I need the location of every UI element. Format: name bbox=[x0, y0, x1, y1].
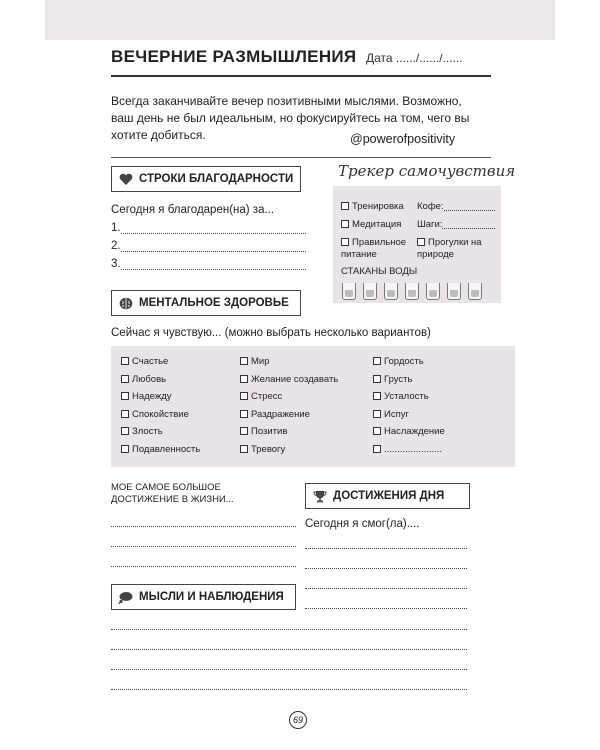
mental-health-header bbox=[111, 290, 301, 316]
feeling-label: Наслаждение bbox=[384, 426, 445, 437]
thoughts-header bbox=[111, 584, 296, 610]
checkbox[interactable] bbox=[121, 410, 129, 418]
feeling-option[interactable] bbox=[121, 426, 200, 444]
feeling-label: Раздражение bbox=[251, 408, 310, 420]
feeling-label: Усталость bbox=[384, 391, 429, 402]
feeling-option[interactable] bbox=[373, 356, 445, 374]
water-glass-icon[interactable] bbox=[447, 283, 461, 300]
date-field[interactable]: Дата ....../....../...... bbox=[366, 51, 463, 65]
feeling-option[interactable] bbox=[121, 356, 200, 374]
checkbox[interactable] bbox=[373, 357, 381, 365]
gratitude-prompt: Сегодня я благодарен(на) за... bbox=[111, 204, 275, 216]
feeling-label: Гордость bbox=[384, 356, 424, 367]
checkbox[interactable] bbox=[121, 392, 129, 400]
tracker-walks[interactable]: Прогулки на природе bbox=[417, 237, 482, 260]
biggest-achievement-title: МОЕ САМОЕ БОЛЬШОЕ ДОСТИЖЕНИЕ В ЖИЗНИ... bbox=[111, 482, 234, 505]
feeling-option[interactable] bbox=[240, 391, 338, 409]
feeling-option[interactable] bbox=[240, 409, 338, 427]
feeling-label: Позитив bbox=[251, 426, 288, 437]
intro-text: Всегда заканчивайте вечер позитивными мыслями. Возможно, ваш день не был идеальным, но фокусируйтесь на том, чего вы хотите добиться. bbox=[111, 94, 470, 142]
thoughts-line[interactable] bbox=[111, 638, 467, 650]
checkbox[interactable] bbox=[341, 220, 349, 228]
page-number: 69 bbox=[289, 711, 307, 729]
journal-page bbox=[45, 0, 555, 750]
achievement-line[interactable] bbox=[111, 515, 296, 527]
checkbox[interactable] bbox=[240, 445, 248, 453]
feeling-label: ...................... bbox=[384, 443, 443, 455]
page-title: ВЕЧЕРНИЕ РАЗМЫШЛЕНИЯ bbox=[111, 47, 357, 66]
feeling-option[interactable] bbox=[121, 391, 200, 409]
water-glass-icon[interactable] bbox=[426, 283, 440, 300]
gratitude-header bbox=[111, 166, 301, 192]
feeling-label: Любовь bbox=[132, 373, 167, 385]
social-handle: @powerofpositivity bbox=[350, 132, 456, 146]
water-glass-icon[interactable] bbox=[363, 283, 377, 300]
feelings-column-2 bbox=[240, 356, 338, 461]
thoughts-line[interactable] bbox=[111, 618, 467, 630]
checkbox[interactable] bbox=[121, 375, 129, 383]
gratitude-line-2[interactable] bbox=[111, 240, 306, 252]
achievements-prompt: Сегодня я смог(ла).... bbox=[305, 518, 420, 530]
achievement-day-line[interactable] bbox=[305, 597, 467, 609]
achievement-line[interactable] bbox=[111, 555, 296, 567]
feeling-label: Грусть bbox=[384, 373, 413, 385]
checkbox[interactable] bbox=[240, 427, 248, 435]
achievements-title: ДОСТИЖЕНИЯ ДНЯ bbox=[333, 490, 445, 502]
checkbox[interactable] bbox=[240, 392, 248, 400]
tracker-coffee[interactable]: Кофе: bbox=[417, 201, 495, 213]
feeling-label: Злость bbox=[132, 426, 163, 437]
gratitude-line-1[interactable] bbox=[111, 222, 306, 234]
tracker-meditation[interactable]: Медитация bbox=[341, 219, 401, 231]
feeling-label: Мир bbox=[251, 356, 270, 367]
checkbox[interactable] bbox=[373, 375, 381, 383]
feeling-option[interactable] bbox=[121, 409, 200, 427]
checkbox[interactable] bbox=[341, 202, 349, 210]
tracker-workout[interactable]: Тренировка bbox=[341, 201, 404, 213]
feeling-option[interactable] bbox=[373, 391, 445, 409]
checkbox[interactable] bbox=[373, 427, 381, 435]
feeling-option[interactable] bbox=[121, 444, 200, 462]
checkbox[interactable] bbox=[240, 357, 248, 365]
feeling-label: Испуг bbox=[384, 408, 409, 420]
checkbox[interactable] bbox=[373, 445, 381, 453]
feeling-label: Спокойствие bbox=[132, 408, 189, 420]
feeling-option[interactable] bbox=[240, 426, 338, 444]
water-glass-icon[interactable] bbox=[405, 283, 419, 300]
feeling-option[interactable] bbox=[121, 374, 200, 392]
checkbox[interactable] bbox=[373, 410, 381, 418]
gratitude-line-3[interactable] bbox=[111, 258, 306, 270]
separator-line bbox=[111, 157, 491, 158]
achievements-header bbox=[305, 483, 470, 509]
heart-icon bbox=[118, 172, 133, 187]
achievement-day-line[interactable] bbox=[305, 577, 467, 589]
title-underline bbox=[111, 75, 491, 77]
feeling-label: Счастье bbox=[132, 356, 169, 367]
gratitude-number: 1. bbox=[111, 222, 121, 234]
checkbox[interactable] bbox=[240, 410, 248, 418]
tracker-nutrition[interactable]: Правильное питание bbox=[341, 237, 407, 260]
water-glasses bbox=[342, 283, 482, 300]
feeling-label: Стресс bbox=[251, 391, 283, 402]
checkbox[interactable] bbox=[373, 392, 381, 400]
feeling-option[interactable] bbox=[373, 426, 445, 444]
feeling-label: Желание создавать bbox=[251, 373, 339, 385]
feeling-label: Тревогу bbox=[251, 443, 286, 455]
gratitude-number: 2. bbox=[111, 240, 121, 252]
feeling-option[interactable] bbox=[373, 444, 445, 462]
feeling-option[interactable] bbox=[373, 409, 445, 427]
mental-health-title: МЕНТАЛЬНОЕ ЗДОРОВЬЕ bbox=[139, 297, 289, 309]
tracker-steps[interactable]: Шаги: bbox=[417, 219, 495, 231]
checkbox[interactable] bbox=[121, 427, 129, 435]
achievement-line[interactable] bbox=[111, 535, 296, 547]
water-label: СТАКАНЫ ВОДЫ bbox=[341, 266, 418, 277]
feelings-column-3 bbox=[373, 356, 445, 461]
feelings-prompt: Сейчас я чувствую... (можно выбрать несколько вариантов) bbox=[111, 327, 431, 339]
checkbox[interactable] bbox=[240, 375, 248, 383]
thoughts-line[interactable] bbox=[111, 658, 467, 670]
thought-cloud-icon bbox=[118, 590, 133, 605]
checkbox[interactable] bbox=[341, 238, 349, 246]
water-glass-icon[interactable] bbox=[342, 283, 356, 300]
thoughts-line[interactable] bbox=[111, 678, 467, 690]
brain-icon bbox=[118, 296, 133, 311]
checkbox[interactable] bbox=[417, 238, 425, 246]
feelings-column-1 bbox=[121, 356, 200, 461]
water-glass-icon[interactable] bbox=[468, 283, 482, 300]
water-glass-icon[interactable] bbox=[384, 283, 398, 300]
feeling-option[interactable] bbox=[240, 356, 338, 374]
thoughts-title: МЫСЛИ И НАБЛЮДЕНИЯ bbox=[139, 591, 284, 603]
feeling-option[interactable] bbox=[373, 374, 445, 392]
feeling-option[interactable] bbox=[240, 444, 338, 462]
feeling-option[interactable] bbox=[240, 374, 338, 392]
checkbox[interactable] bbox=[121, 445, 129, 453]
feeling-label: Подавленность bbox=[132, 443, 201, 455]
feeling-label: Надежду bbox=[132, 391, 172, 402]
achievement-day-line[interactable] bbox=[305, 537, 467, 549]
achievement-day-line[interactable] bbox=[305, 557, 467, 569]
gratitude-title: СТРОКИ БЛАГОДАРНОСТИ bbox=[139, 173, 294, 185]
trophy-icon bbox=[312, 489, 327, 504]
checkbox[interactable] bbox=[121, 357, 129, 365]
gratitude-number: 3. bbox=[111, 258, 121, 270]
tracker-title: Трекер самочувствия bbox=[338, 162, 516, 180]
